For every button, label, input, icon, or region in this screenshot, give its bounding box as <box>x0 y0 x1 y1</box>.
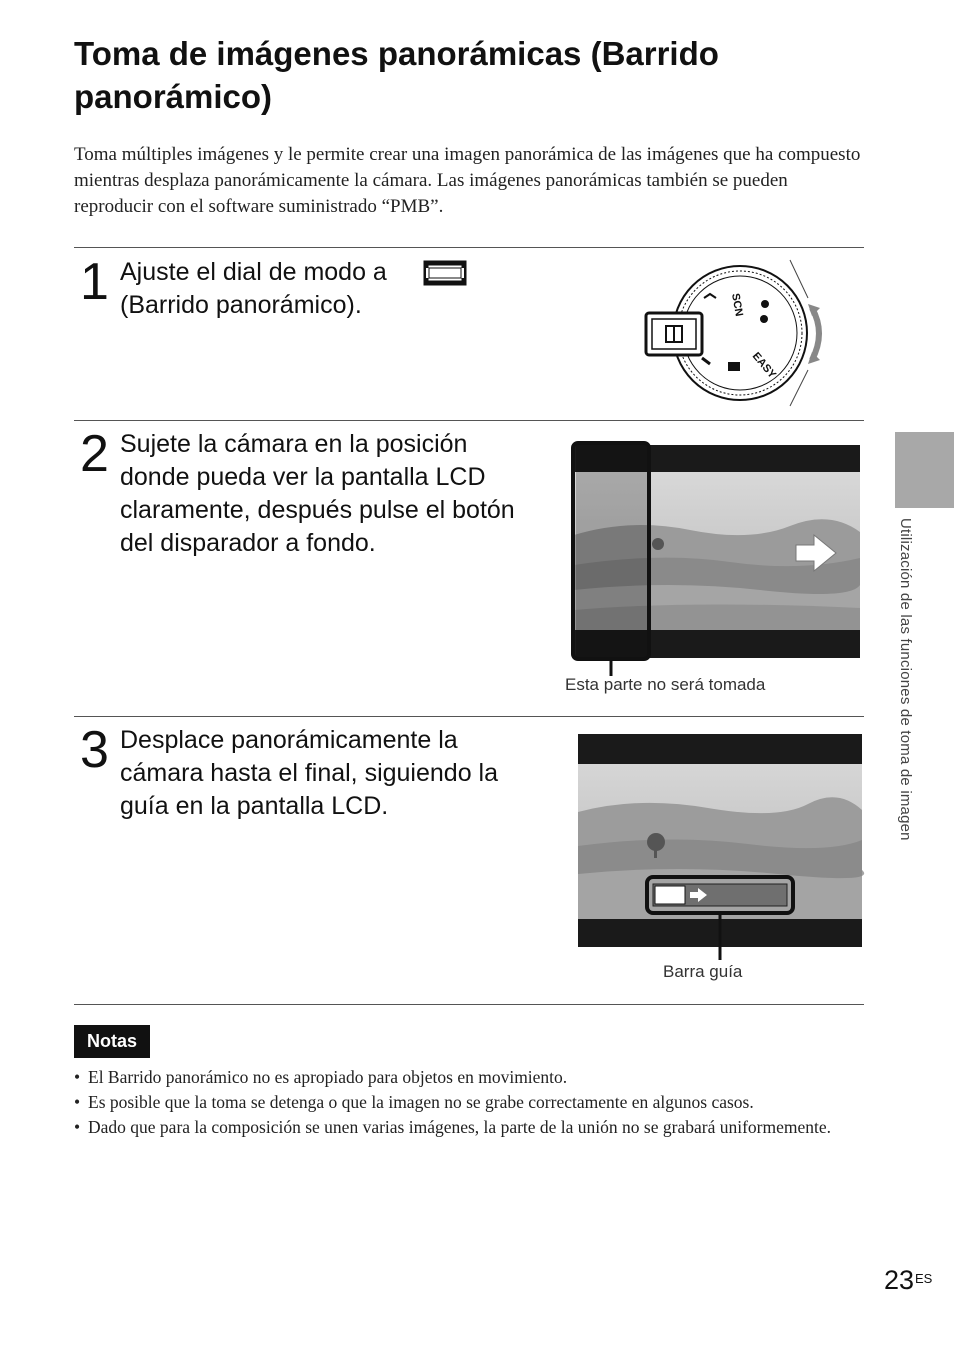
step-2-line-2: donde pueda ver la pantalla LCD <box>120 463 486 491</box>
step-1-line-2: (Barrido panorámico). <box>120 291 362 319</box>
step-3-line-3: guía en la pantalla LCD. <box>120 792 389 820</box>
step-3-caption: Barra guía <box>663 962 743 981</box>
step-2-line-1: Sujete la cámara en la posición <box>120 430 468 458</box>
mode-dial-illustration <box>640 258 840 408</box>
step-1-number: 1 <box>80 253 109 311</box>
dial-label-easy: EASY <box>749 350 779 381</box>
step-2-caption: Esta parte no será tomada <box>565 675 766 694</box>
notes-list <box>74 1065 864 1140</box>
step-2-text <box>120 428 560 560</box>
page-number: 23 <box>884 1265 915 1295</box>
step-3-text <box>120 724 560 823</box>
section-side-label: Utilización de las funciones de toma de imagen <box>897 518 914 841</box>
section-tab <box>895 432 954 508</box>
note-item: • Dado que para la composición se unen varias imágenes, la parte de la unión no se grabará uniformemente. <box>74 1115 864 1139</box>
lcd-screen-step-3 <box>578 734 862 960</box>
step-2-line-4: del disparador a fondo. <box>120 529 376 557</box>
divider <box>74 247 864 248</box>
lcd-screen-step-2 <box>570 440 862 676</box>
divider <box>74 716 864 717</box>
step-2-line-3: claramente, después pulse el botón <box>120 496 515 524</box>
note-item: • El Barrido panorámico no es apropiado para objetos en movimiento. <box>74 1065 864 1089</box>
step-1-text <box>120 256 600 322</box>
page-suffix: ES <box>915 1271 933 1286</box>
notes-badge: Notas <box>74 1025 150 1058</box>
divider <box>74 420 864 421</box>
step-3-number: 3 <box>80 721 109 779</box>
step-1-line-1: Ajuste el dial de modo a <box>120 258 387 286</box>
panorama-mode-icon <box>424 260 466 286</box>
intro-paragraph: Toma múltiples imágenes y le permite crear una imagen panorámica de las imágenes que ha compuesto mientras desplaza panorámicamente la cámara. Las imágenes panorámicas también se pueden reproducir con el software suministrado “PMB”. <box>74 144 861 217</box>
page-title: Toma de imágenes panorámicas (Barrido panorámico) <box>74 35 719 115</box>
step-3-line-1: Desplace panorámicamente la <box>120 726 458 754</box>
dial-label-scn: SCN <box>729 292 745 318</box>
divider <box>74 1004 864 1005</box>
note-item: • Es posible que la toma se detenga o que la imagen no se grabe correctamente en algunos casos. <box>74 1090 864 1114</box>
step-3-line-2: cámara hasta el final, siguiendo la <box>120 759 499 787</box>
step-2-number: 2 <box>80 425 109 483</box>
